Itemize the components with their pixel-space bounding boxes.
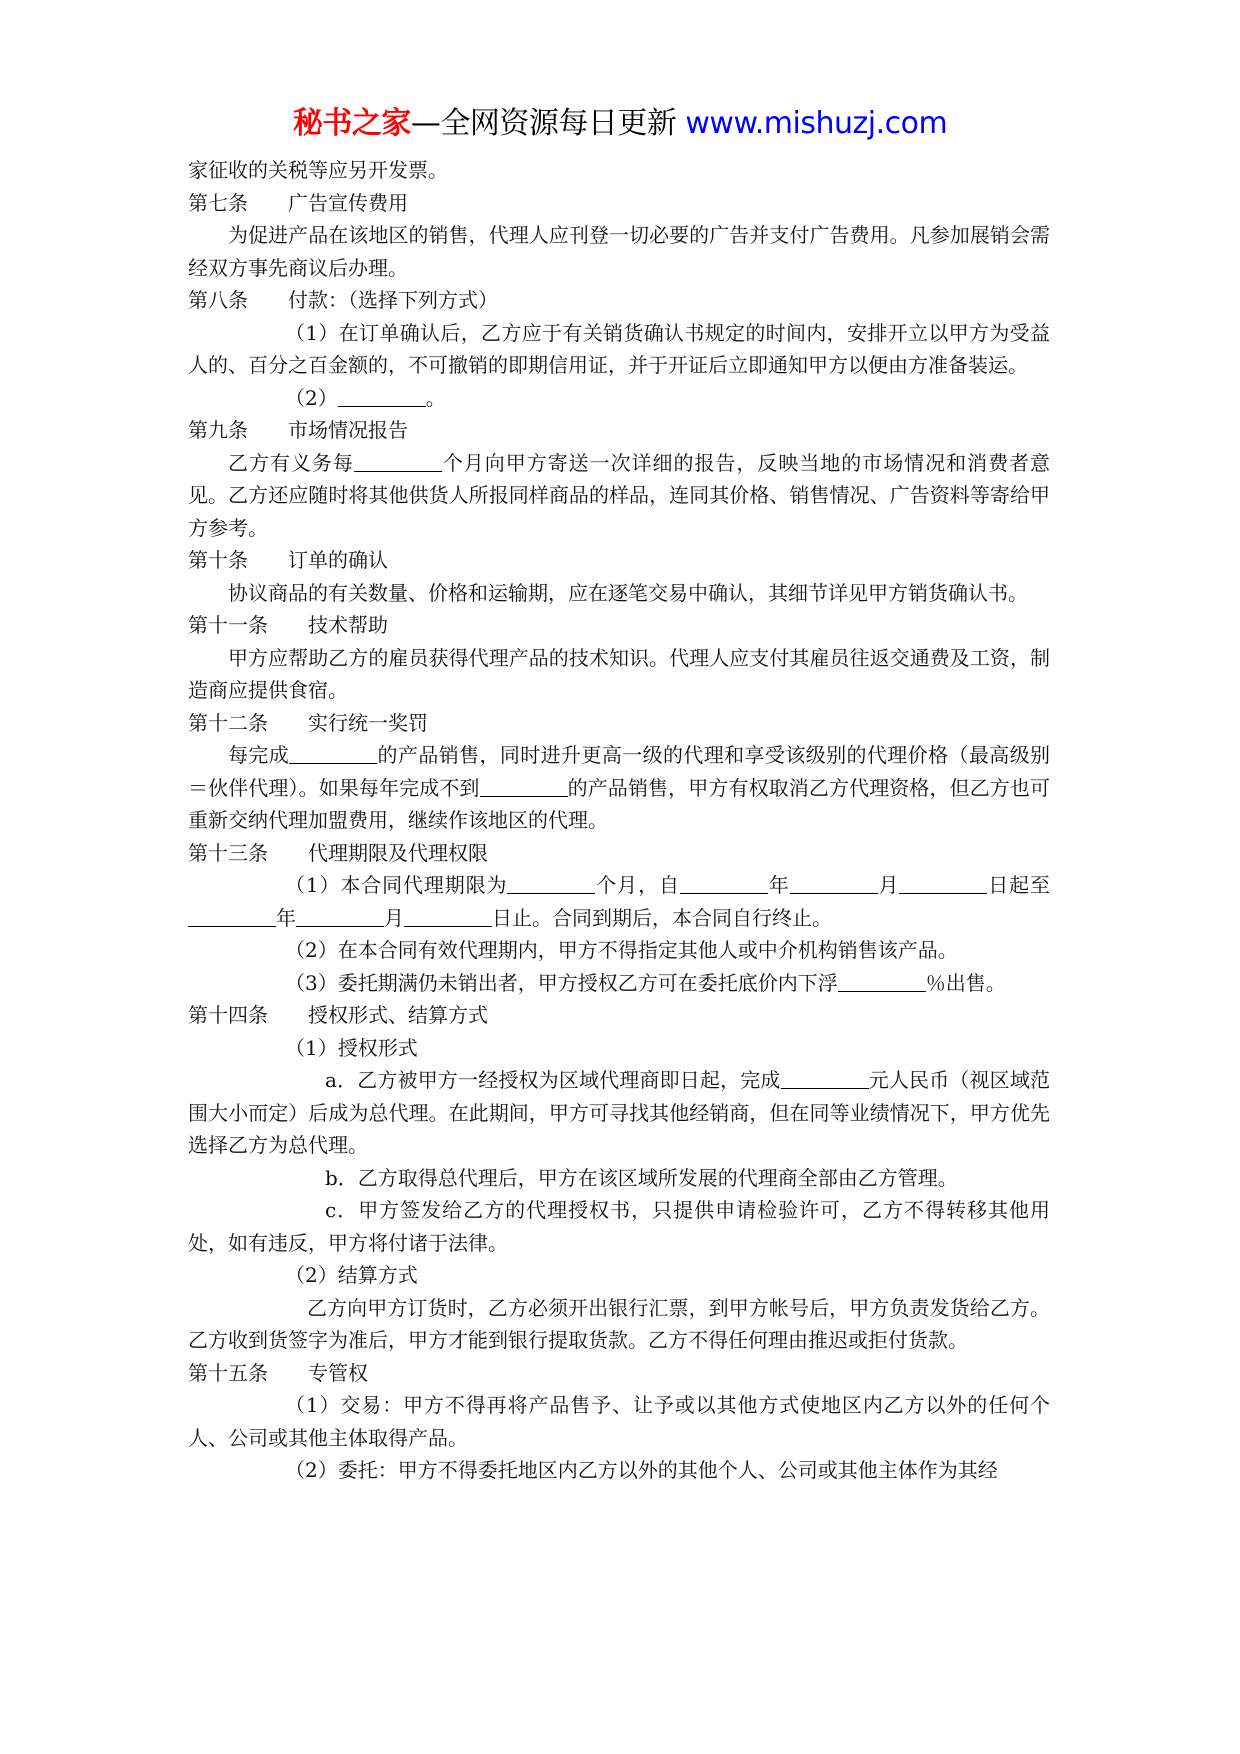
article-title: 授权形式、结算方式 <box>308 1003 488 1027</box>
fill-in-blank <box>480 774 568 797</box>
fill-in-blank <box>354 449 442 472</box>
fill-in-blank <box>296 904 384 927</box>
fill-in-blank <box>507 871 595 894</box>
text: ％出售。 <box>925 970 1006 995</box>
text: 日止。合同到期后，本合同自行终止。 <box>492 905 832 930</box>
watermark-header <box>0 104 1240 144</box>
article-15-clause-1: （1）交易：甲方不得再将产品售予、让予或以其他方式使地区内乙方以外的任何个人、公司或其他主体取得产品。 <box>188 1393 1050 1450</box>
article-14-section-1: （1）授权形式 <box>285 1035 418 1060</box>
fill-in-blank <box>404 904 492 927</box>
article-15-clause-2: （2）委托：甲方不得委托地区内乙方以外的其他个人、公司或其他主体作为其经 <box>285 1458 998 1482</box>
text: 个月，自 <box>595 873 680 897</box>
article-number: 第十一条 <box>188 613 268 637</box>
text: 元人民币（视区域范围大小而定）后成为总代理。在此期间，甲方可寻找其他经销商，但在同等业绩情况下，甲方优先选择乙方为总代理。 <box>188 1068 1050 1157</box>
fill-in-blank <box>188 904 276 927</box>
article-9-body <box>188 447 1050 545</box>
text: 的产品销售，甲方有权取消乙方代理资格，但乙方也可重新交纳代理加盟费用，继续作该地区的代理。 <box>188 775 1051 832</box>
article-8-clause-1: （1）在订单确认后，乙方应于有关销货确认书规定的时间内，安排开立以甲方为受益人的、百分之百金额的，不可撤销的即期信用证，并于开证后立即通知甲方以便由方准备装运。 <box>188 320 1050 377</box>
header-url-link[interactable]: www.mishuzj.com <box>685 106 948 141</box>
article-14-heading <box>188 999 1050 1032</box>
header-tagline: —全网资源每日更新 <box>410 106 686 141</box>
article-title: 技术帮助 <box>308 613 388 637</box>
article-14-item-c: c．甲方签发给乙方的代理授权书，只提供申请检验许可，乙方不得转移其他用处，如有违反，甲方将付诸于法律。 <box>188 1198 1050 1255</box>
article-12-body <box>188 739 1050 837</box>
article-13-clause-3 <box>188 967 1050 1000</box>
article-13-clause-2: （2）在本合同有效代理期内，甲方不得指定其他人或中介机构销售该产品。 <box>285 938 958 962</box>
article-title: 广告宣传费用 <box>288 190 408 215</box>
article-10-heading <box>188 544 1050 577</box>
article-12-heading <box>188 707 1050 740</box>
text: 日起至 <box>987 873 1051 897</box>
article-8-clause-2 <box>188 382 1050 415</box>
text: 月 <box>384 905 404 930</box>
text: （1）本合同代理期限为 <box>285 873 508 897</box>
article-10-body: 协议商品的有关数量、价格和运输期，应在逐笔交易中确认，其细节详见甲方销货确认书。 <box>228 580 1028 605</box>
text: 个月向甲方寄送一次详细的报告，反映当地的市场情况和消费者意见。乙方还应随时将其他供货人所报同样商品的样品，连同其价格、销售情况、广告资料等寄给甲方参考。 <box>188 450 1051 540</box>
article-11-body: 甲方应帮助乙方的雇员获得代理产品的技术知识。代理人应支付其雇员往返交通费及工资，制造商应提供食宿。 <box>188 645 1050 702</box>
text: 年 <box>276 905 296 930</box>
article-number: 第十条 <box>188 548 248 572</box>
article-14-item-b: b．乙方取得总代理后，甲方在该区域所发展的代理商全部由乙方管理。 <box>325 1165 958 1190</box>
article-13-clause-1 <box>188 869 1050 934</box>
paragraph-continuation: 家征收的关税等应另开发票。 <box>188 158 448 182</box>
text: 每完成 <box>228 743 290 767</box>
fill-in-blank <box>781 1066 869 1089</box>
fill-in-blank <box>289 741 377 764</box>
text: 月 <box>877 873 900 897</box>
text: 乙方有义务每 <box>228 450 354 475</box>
document-body <box>188 154 1050 1487</box>
fill-in-blank <box>790 871 878 894</box>
article-title: 市场情况报告 <box>288 418 408 442</box>
article-number: 第十四条 <box>188 1003 268 1027</box>
text: 年 <box>767 873 790 897</box>
article-title: 实行统一奖罚 <box>308 710 428 735</box>
article-8-heading <box>188 284 1050 317</box>
article-number: 第八条 <box>188 288 248 312</box>
article-number: 第十五条 <box>188 1360 268 1385</box>
article-15-heading <box>188 1357 1050 1390</box>
article-9-heading <box>188 414 1050 447</box>
text: a．乙方被甲方一经授权为区域代理商即日起，完成 <box>325 1068 781 1092</box>
fill-in-blank <box>680 871 768 894</box>
article-number: 第七条 <box>188 190 248 215</box>
article-7-heading <box>188 187 1050 220</box>
fill-in-blank <box>838 969 926 992</box>
article-number: 第十三条 <box>188 840 268 865</box>
fill-in-blank <box>899 871 987 894</box>
header-brand: 秘书之家 <box>292 106 411 141</box>
clause-label: （2） <box>285 385 338 410</box>
article-13-heading <box>188 837 1050 870</box>
text: （3）委托期满仍未销出者，甲方授权乙方可在委托底价内下浮 <box>285 970 838 995</box>
fill-in-blank <box>338 384 426 407</box>
article-14-settlement-body: 乙方向甲方订货时，乙方必须开出银行汇票，到甲方帐号后，甲方负责发货给乙方。乙方收到货签字为准后，甲方才能到银行提取货款。乙方不得任何理由推迟或拒付货款。 <box>188 1295 1050 1352</box>
article-title: 订单的确认 <box>288 548 388 572</box>
article-title: 代理期限及代理权限 <box>308 840 488 865</box>
article-7-body: 为促进产品在该地区的销售，代理人应刊登一切必要的广告并支付广告费用。凡参加展销会需经双方事先商议后办理。 <box>188 223 1050 280</box>
article-number: 第九条 <box>188 418 248 442</box>
article-title: 付款：（选择下列方式） <box>288 288 498 312</box>
text: 的产品销售，同时进升更高一级的代理和享受该级别的代理价格（最高级别＝伙伴代理）。如果每年完成不到 <box>188 743 1051 800</box>
article-number: 第十二条 <box>188 710 268 735</box>
clause-end: 。 <box>425 385 446 410</box>
article-title: 专管权 <box>308 1360 368 1385</box>
article-14-item-a <box>188 1064 1050 1162</box>
article-14-section-2: （2）结算方式 <box>285 1263 418 1287</box>
article-11-heading <box>188 609 1050 642</box>
